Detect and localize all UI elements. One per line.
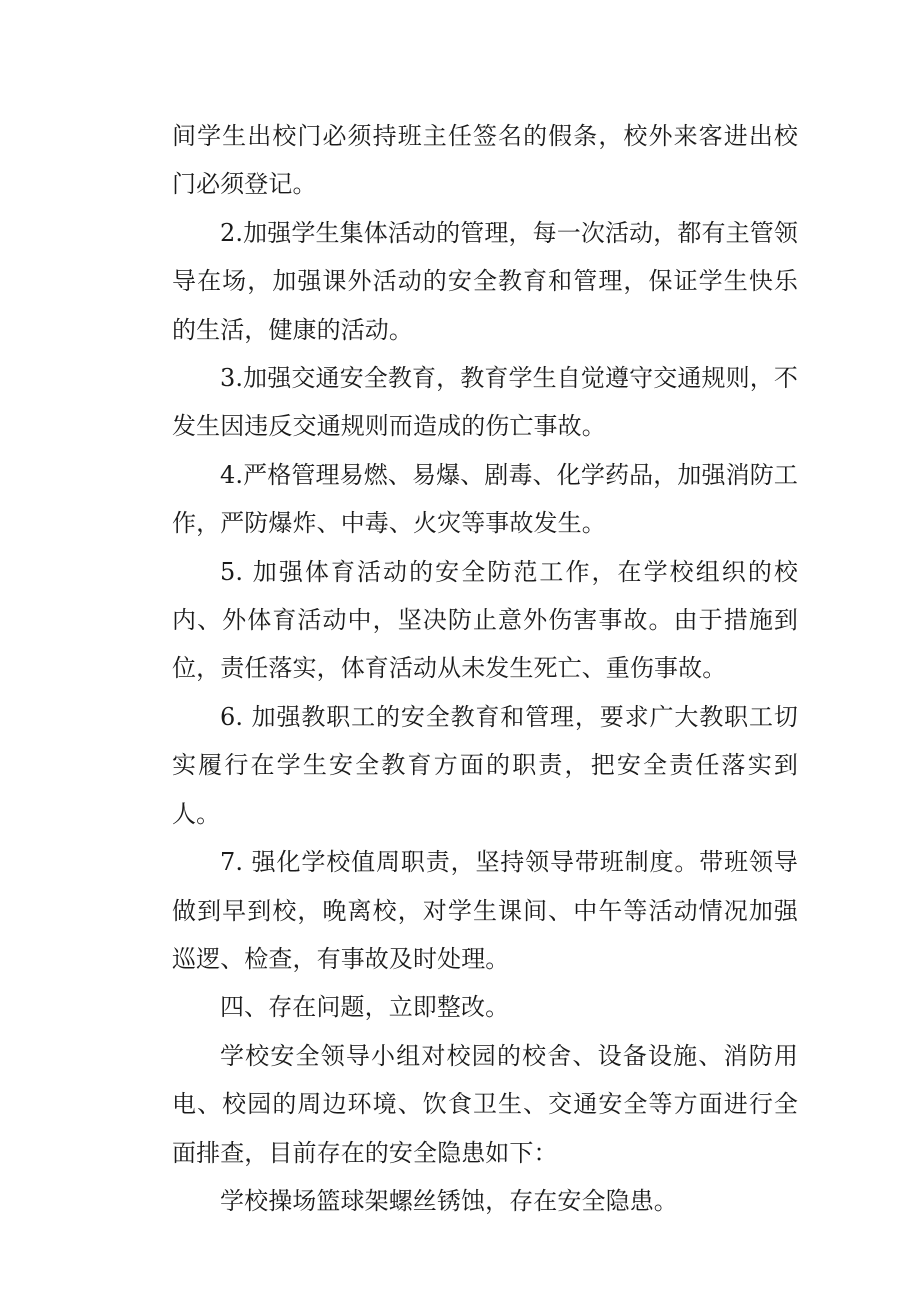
paragraph-inspection-summary: 学校安全领导小组对校园的校舍、设备设施、消防用电、校园的周边环境、饮食卫生、交通安全等方面进行全面排查，目前存在的安全隐患如下： bbox=[172, 1041, 798, 1167]
paragraph-item-6: 6. 加强教职工的安全教育和管理，要求广大教职工切实履行在学生安全教育方面的职责，把安全责任落实到人。 bbox=[172, 702, 798, 828]
paragraph-item-7: 7. 强化学校值周职责，坚持领导带班制度。带班领导做到早到校，晚离校，对学生课间、中午等活动情况加强巡逻、检查，有事故及时处理。 bbox=[172, 848, 798, 973]
paragraph-item-2: 2.加强学生集体活动的管理，每一次活动，都有主管领导在场，加强课外活动的安全教育和管理，保证学生快乐的生活，健康的活动。 bbox=[172, 218, 798, 344]
section-heading-4: 四、存在问题，立即整改。 bbox=[220, 993, 510, 1022]
paragraph-item-5: 5. 加强体育活动的安全防范工作，在学校组织的校内、外体育活动中，坚决防止意外伤害事故。由于措施到位，责任落实，体育活动从未发生死亡、重伤事故。 bbox=[172, 557, 798, 683]
paragraph-hazard-item: 学校操场篮球架螺丝锈蚀，存在安全隐患。 bbox=[220, 1186, 678, 1215]
paragraph-item-4: 4.严格管理易燃、易爆、剧毒、化学药品，加强消防工作，严防爆炸、中毒、火灾等事故发生。 bbox=[172, 460, 798, 538]
document-body bbox=[172, 112, 798, 1225]
paragraph-item-3: 3.加强交通安全教育，教育学生自觉遵守交通规则，不发生因违反交通规则而造成的伤亡事故。 bbox=[172, 364, 798, 441]
paragraph-continuation: 间学生出校门必须持班主任签名的假条，校外来客进出校门必须登记。 bbox=[172, 122, 798, 199]
